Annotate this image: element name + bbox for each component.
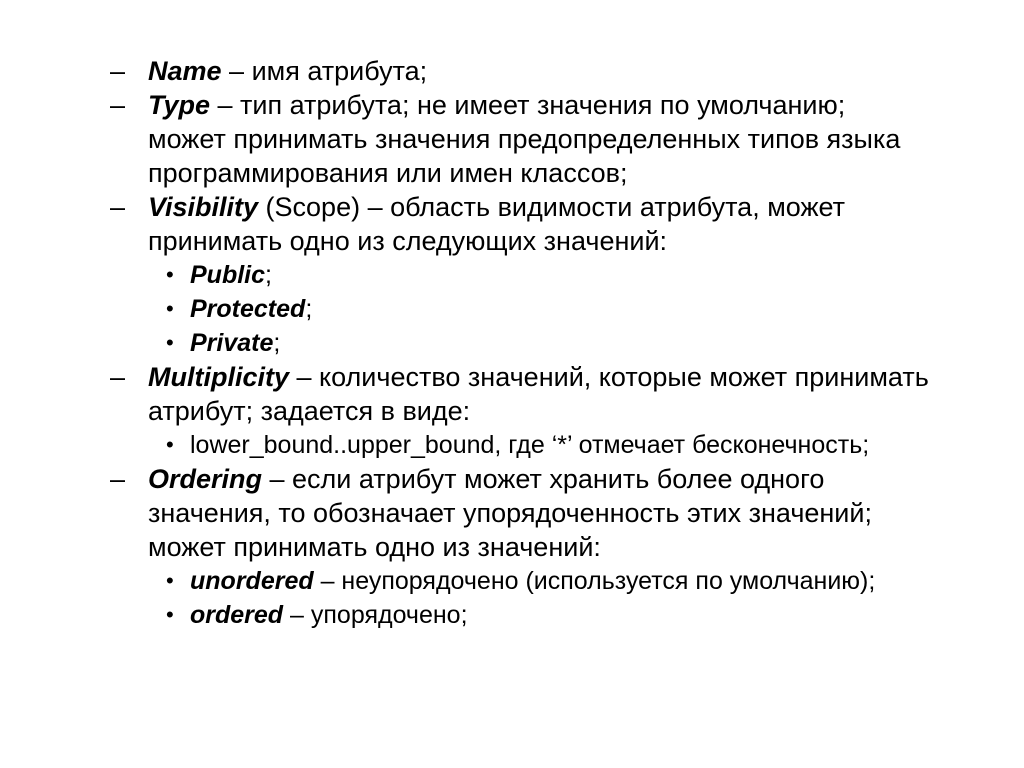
item-text [148, 88, 930, 190]
term: ordered [190, 601, 284, 629]
sub-list-item [166, 564, 960, 598]
term: Ordering [148, 464, 263, 494]
text-run: (Scope) – область видимости атрибута, может принимать одно из следующих значений: [148, 192, 846, 256]
sub-item-text [190, 292, 950, 326]
list-item [110, 360, 960, 428]
text-run: – тип атрибута; не имеет значения по умолчанию; может принимать значения предопределенных типов языка программирования или имен классов; [148, 90, 901, 188]
attribute-list [110, 54, 960, 632]
text-run: – если атрибут может хранить более одного значения, то обозначает упорядоченность этих значений; может принимать одно из значений: [148, 464, 872, 562]
sub-item-text [190, 326, 950, 360]
dash-marker: – [110, 362, 126, 392]
bullet-marker: • [166, 602, 174, 627]
bullet-marker: • [166, 432, 174, 457]
bullet-marker: • [166, 330, 174, 355]
list-item [110, 190, 960, 258]
sub-item-text [190, 258, 950, 292]
sub-list-item [166, 326, 960, 360]
item-text [148, 462, 930, 564]
item-text [148, 54, 930, 88]
list-item [110, 54, 960, 88]
text-run: – упорядочено; [283, 601, 468, 629]
bullet-marker: • [166, 262, 174, 287]
text-run: ; [273, 329, 281, 357]
dash-marker: – [110, 192, 126, 222]
dash-marker: – [110, 56, 126, 86]
term: Name [148, 56, 222, 86]
sub-item-text [190, 564, 950, 598]
term: Visibility [148, 192, 259, 222]
sub-item-text [190, 598, 950, 632]
term: Protected [190, 295, 306, 323]
bullet-marker: • [166, 296, 174, 321]
sub-list-item [166, 428, 960, 462]
sub-list-item [166, 258, 960, 292]
term: Private [190, 329, 274, 357]
text-run: ; [305, 295, 313, 323]
item-text [148, 190, 930, 258]
list-item [110, 462, 960, 564]
text-run: – неупорядочено (используется по умолчанию); [313, 567, 876, 595]
dash-marker: – [110, 90, 126, 120]
term: unordered [190, 567, 314, 595]
item-text [148, 360, 930, 428]
text-run: – количество значений, которые может принимать атрибут; задается в виде: [148, 362, 929, 426]
term: Public [190, 261, 266, 289]
text-run: lower_bound..upper_bound, где ‘*’ отмечает бесконечность; [190, 431, 870, 459]
text-run: ; [265, 261, 272, 289]
text-run: – имя атрибута; [221, 56, 428, 86]
sub-item-text [190, 428, 950, 462]
term: Multiplicity [148, 362, 289, 392]
list-item [110, 88, 960, 190]
dash-marker: – [110, 464, 126, 494]
sub-list-item [166, 292, 960, 326]
sub-list-item [166, 598, 960, 632]
term: Type [148, 90, 211, 120]
bullet-marker: • [166, 568, 174, 593]
